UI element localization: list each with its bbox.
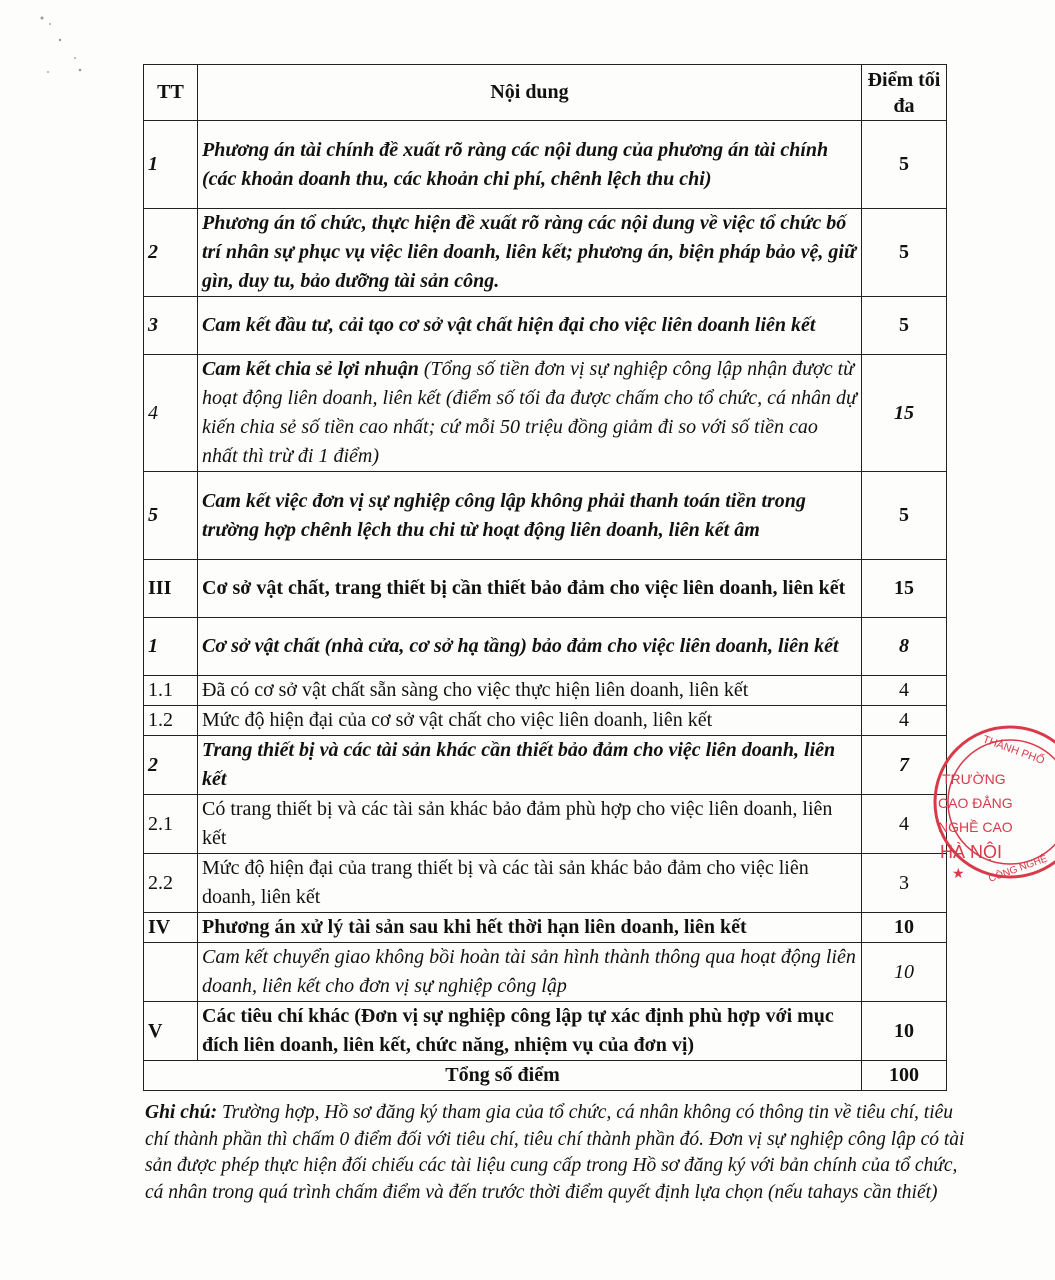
row-number: 2: [144, 209, 198, 297]
table-row: [144, 943, 947, 1002]
red-seal-stamp: [930, 712, 1055, 892]
row-content: [198, 1002, 862, 1061]
row-content: [198, 297, 862, 355]
row-content-part: Cam kết chuyển giao không bồi hoàn tài sản hình thành thông qua hoạt động liên doanh, liên kết cho đơn vị sự nghiệp công lập: [202, 946, 856, 997]
stamp-text-3: NGHỀ CAO: [938, 819, 1013, 835]
footnote: [145, 1100, 965, 1206]
row-number: 1: [144, 121, 198, 209]
row-content: [198, 121, 862, 209]
row-number: V: [144, 1002, 198, 1061]
row-number: 2: [144, 736, 198, 795]
table-row: [144, 913, 947, 943]
row-points: 5: [862, 209, 947, 297]
stamp-star-icon: ★: [952, 867, 965, 882]
row-number: 1.2: [144, 706, 198, 736]
row-content-part: Trang thiết bị và các tài sản khác cần thiết bảo đảm cho việc liên doanh, liên kết: [202, 739, 836, 790]
header-max-points: Điểm tối đa: [862, 65, 947, 121]
row-points: 5: [862, 121, 947, 209]
stamp-text-4: HÀ NỘI: [940, 842, 1003, 862]
stamp-text-top: THÀNH PHỐ: [980, 733, 1046, 767]
row-content: [198, 795, 862, 854]
row-number: 5: [144, 472, 198, 560]
total-row: [144, 1061, 947, 1091]
row-content: [198, 676, 862, 706]
table-row: [144, 209, 947, 297]
row-content-part: Cam kết việc đơn vị sự nghiệp công lập không phải thanh toán tiền trong trường hợp chênh lệch thu chi từ hoạt động liên doanh, liên kết âm: [202, 489, 806, 541]
table-row: [144, 795, 947, 854]
row-content-part: Phương án tổ chức, thực hiện đề xuất rõ ràng các nội dung về việc tổ chức bố trí nhân sự phục vụ việc liên doanh, liên kết; phương án, biện pháp bảo vệ, giữ gìn, duy tu, bảo dưỡng tài sản công.: [202, 212, 856, 292]
stamp-text-2: CAO ĐẲNG: [938, 795, 1013, 811]
row-number: [144, 943, 198, 1002]
row-content-part: Đã có cơ sở vật chất sẵn sàng cho việc thực hiện liên doanh, liên kết: [202, 679, 749, 701]
row-content-part: Mức độ hiện đại của cơ sở vật chất cho việc liên doanh, liên kết: [202, 709, 713, 731]
table-row: [144, 355, 947, 472]
row-content-part: Phương án tài chính đề xuất rõ ràng các nội dung của phương án tài chính (các khoản doanh thu, các khoản chi phí, chênh lệch thu chi): [202, 138, 829, 190]
stamp-text-bottom: CÔNG NGHỆ: [987, 853, 1049, 885]
table-row: [144, 706, 947, 736]
row-points: 10: [862, 913, 947, 943]
row-content: [198, 736, 862, 795]
row-content: [198, 913, 862, 943]
header-content: Nội dung: [198, 65, 862, 121]
row-content: [198, 355, 862, 472]
total-points: 100: [862, 1061, 947, 1091]
row-content-part: Các tiêu chí khác (Đơn vị sự nghiệp công lập tự xác định phù hợp với mục đích liên doanh, liên kết, chức năng, nhiệm vụ của đơn vị): [202, 1005, 834, 1056]
row-points: 4: [862, 676, 947, 706]
row-number: 4: [144, 355, 198, 472]
row-content: [198, 472, 862, 560]
table-row: [144, 676, 947, 706]
row-number: IV: [144, 913, 198, 943]
row-number: 1.1: [144, 676, 198, 706]
table-row: [144, 560, 947, 618]
table-row: [144, 121, 947, 209]
row-number: 1: [144, 618, 198, 676]
row-content-part: Cơ sở vật chất, trang thiết bị cần thiết bảo đảm cho việc liên doanh, liên kết: [202, 577, 846, 599]
row-points: 8: [862, 618, 947, 676]
header-tt: TT: [144, 65, 198, 121]
row-content: [198, 943, 862, 1002]
row-points: 10: [862, 1002, 947, 1061]
stamp-text-1: TRƯỜNG: [942, 771, 1006, 787]
row-number: III: [144, 560, 198, 618]
row-content: [198, 618, 862, 676]
row-content: [198, 209, 862, 297]
footnote-label: Ghi chú:: [145, 1102, 218, 1123]
row-points: 4: [862, 706, 947, 736]
scan-specks-decoration: [30, 10, 90, 80]
table-body: [144, 121, 947, 1061]
row-content-part: Cam kết đầu tư, cải tạo cơ sở vật chất hiện đại cho việc liên doanh liên kết: [202, 314, 816, 336]
row-content-part: Mức độ hiện đại của trang thiết bị và các tài sản khác bảo đảm cho việc liên doanh, liên kết: [202, 857, 809, 908]
row-points: 15: [862, 355, 947, 472]
row-points: 3: [862, 854, 947, 913]
row-content: [198, 854, 862, 913]
row-content-part: Cơ sở vật chất (nhà cửa, cơ sở hạ tầng) bảo đảm cho việc liên doanh, liên kết: [202, 635, 839, 657]
row-number: 2.2: [144, 854, 198, 913]
table-header-row: [144, 65, 947, 121]
row-points: 5: [862, 297, 947, 355]
row-content: [198, 560, 862, 618]
row-content-part: Có trang thiết bị và các tài sản khác bảo đảm phù hợp cho việc liên doanh, liên kết: [202, 798, 833, 849]
row-content-part: Cam kết chia sẻ lợi nhuận: [202, 358, 419, 380]
footnote-text: Trường hợp, Hồ sơ đăng ký tham gia của tổ chức, cá nhân không có thông tin về tiêu chí, tiêu chí thành phần thì chấm 0 điểm đối với tiêu chí, tiêu chí thành phần đó. Đơn vị sự nghiệp công lập có tài sản được phép thực hiện đối chiếu các tài liệu cung cấp trong Hồ sơ đăng ký với bản chính của tổ chức, cá nhân trong quá trình chấm điểm và đến trước thời điểm quyết định lựa chọn (nếu tahays cần thiết): [145, 1102, 965, 1203]
table-row: [144, 297, 947, 355]
row-content-part: Phương án xử lý tài sản sau khi hết thời hạn liên doanh, liên kết: [202, 916, 747, 938]
row-content: [198, 706, 862, 736]
row-number: 3: [144, 297, 198, 355]
row-points: 10: [862, 943, 947, 1002]
table-row: [144, 1002, 947, 1061]
row-content-part: (Tổng số tiền đơn vị sự nghiệp công lập nhận được từ hoạt động liên doanh, liên kết (điểm số tối đa được chấm cho tổ chức, cá nhân dự kiến chia sẻ số tiền cao nhất; cứ mỗi 50 triệu đồng giảm đi so với số tiền cao nhất thì trừ đi 1 điểm): [202, 358, 857, 467]
table-row: [144, 854, 947, 913]
table-row: [144, 618, 947, 676]
row-points: 4: [862, 795, 947, 854]
table-row: [144, 736, 947, 795]
row-points: 7: [862, 736, 947, 795]
row-points: 15: [862, 560, 947, 618]
table-row: [144, 472, 947, 560]
total-label: Tổng số điểm: [144, 1061, 862, 1091]
row-number: 2.1: [144, 795, 198, 854]
row-points: 5: [862, 472, 947, 560]
scoring-table: [143, 64, 947, 1091]
